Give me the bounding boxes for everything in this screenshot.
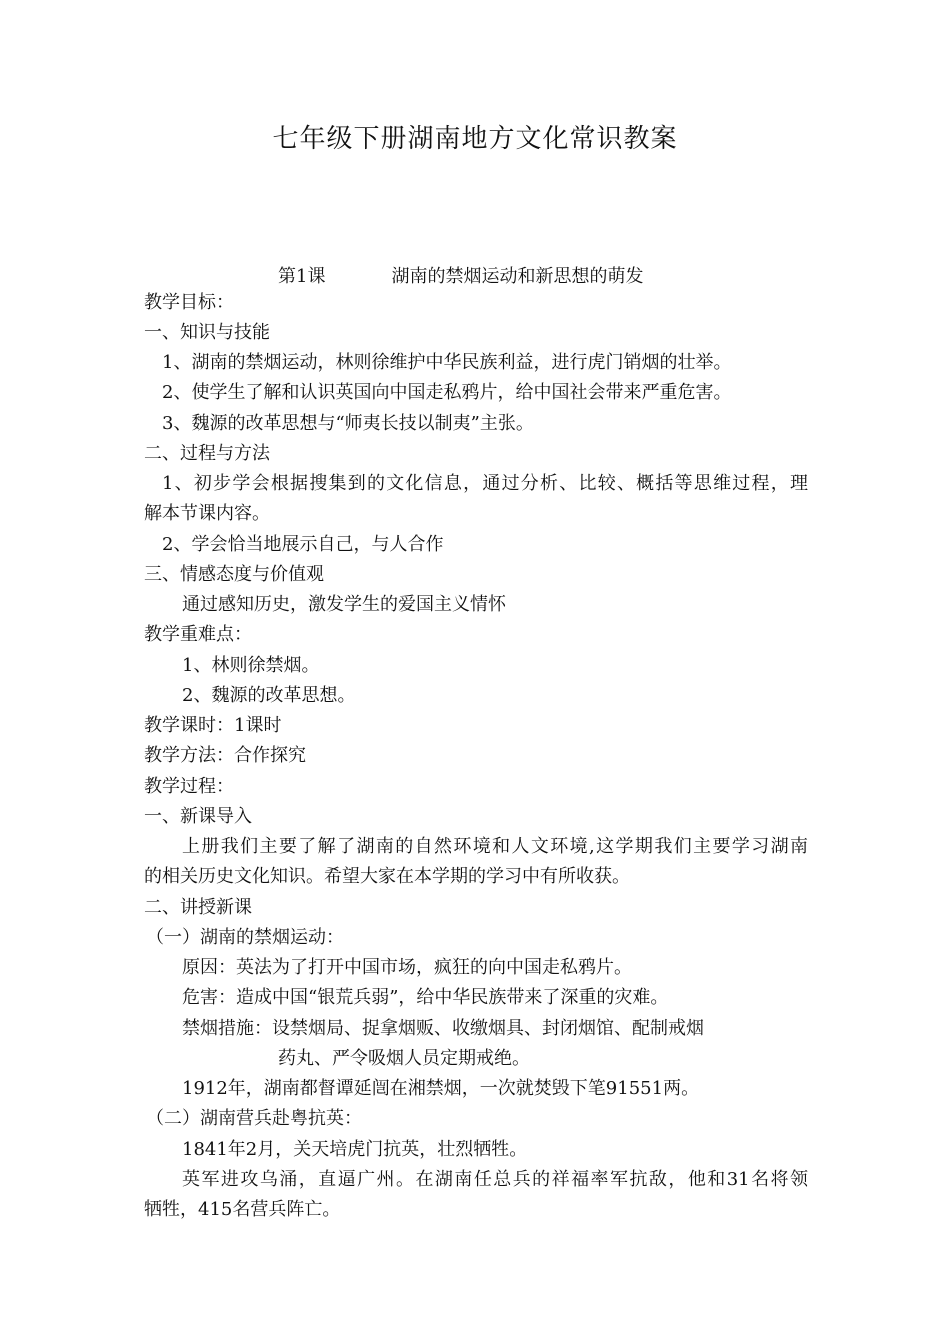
paragraph-line: 1、林则徐禁烟。 bbox=[182, 655, 320, 676]
paragraph-line: 2、魏源的改革思想。 bbox=[182, 685, 356, 706]
section-heading: 教学方法：合作探究 bbox=[144, 745, 306, 766]
lesson-heading bbox=[278, 262, 643, 288]
lesson-topic: 湖南的禁烟运动和新思想的萌发 bbox=[391, 266, 644, 287]
subsection-heading: 三、情感态度与价值观 bbox=[144, 564, 324, 585]
section-heading: 教学课时：1课时 bbox=[144, 715, 282, 736]
subsection-heading: 二、讲授新课 bbox=[144, 897, 252, 918]
section-heading: 教学重难点： bbox=[144, 624, 252, 645]
subsection-heading: 一、知识与技能 bbox=[144, 322, 270, 343]
document-title: 七年级下册湖南地方文化常识教案 bbox=[272, 124, 678, 154]
subsection-heading: （一）湖南的禁烟运动： bbox=[146, 927, 344, 948]
paragraph-line: 的相关历史文化知识。希望大家在本学期的学习中有所收获。 bbox=[144, 866, 630, 887]
paragraph-line: 解本节课内容。 bbox=[144, 503, 270, 524]
paragraph-line: 2、学会恰当地展示自己，与人合作 bbox=[162, 534, 444, 555]
paragraph-line: 牺牲，415名营兵阵亡。 bbox=[144, 1199, 341, 1220]
subsection-heading: 二、过程与方法 bbox=[144, 443, 270, 464]
lesson-number: 第1课 bbox=[278, 266, 326, 287]
paragraph-line: 药丸、严令吸烟人员定期戒绝。 bbox=[278, 1048, 530, 1069]
paragraph-line: 禁烟措施：设禁烟局、捉拿烟贩、收缴烟具、封闭烟馆、配制戒烟 bbox=[182, 1018, 704, 1039]
paragraph-line: 危害：造成中国“银荒兵弱”，给中华民族带来了深重的灾难。 bbox=[182, 987, 669, 1008]
paragraph-line: 1、初步学会根据搜集到的文化信息，通过分析、比较、概括等思维过程，理 bbox=[162, 473, 808, 494]
section-heading: 教学过程： bbox=[144, 776, 234, 797]
paragraph-line: 1912年，湖南都督谭延闿在湘禁烟，一次就焚毁下笔91551两。 bbox=[182, 1078, 700, 1099]
paragraph-line: 1841年2月，关天培虎门抗英，壮烈牺牲。 bbox=[182, 1139, 528, 1160]
paragraph-line: 通过感知历史，激发学生的爱国主义情怀 bbox=[182, 594, 506, 615]
paragraph-line: 3、魏源的改革思想与“师夷长技以制夷”主张。 bbox=[162, 413, 534, 434]
subsection-heading: （二）湖南营兵赴粤抗英： bbox=[146, 1108, 362, 1129]
paragraph-line: 1、湖南的禁烟运动，林则徐维护中华民族利益，进行虎门销烟的壮举。 bbox=[162, 352, 732, 373]
subsection-heading: 一、新课导入 bbox=[144, 806, 252, 827]
paragraph-line: 英军进攻乌涌，直逼广州。在湖南任总兵的祥福率军抗敌，他和31名将领 bbox=[182, 1169, 808, 1190]
paragraph-line: 原因：英法为了打开中国市场，疯狂的向中国走私鸦片。 bbox=[182, 957, 632, 978]
paragraph-line: 上册我们主要了解了湖南的自然环境和人文环境,这学期我们主要学习湖南 bbox=[182, 836, 808, 857]
paragraph-line: 2、使学生了解和认识英国向中国走私鸦片，给中国社会带来严重危害。 bbox=[162, 382, 732, 403]
section-heading: 教学目标： bbox=[144, 292, 234, 313]
